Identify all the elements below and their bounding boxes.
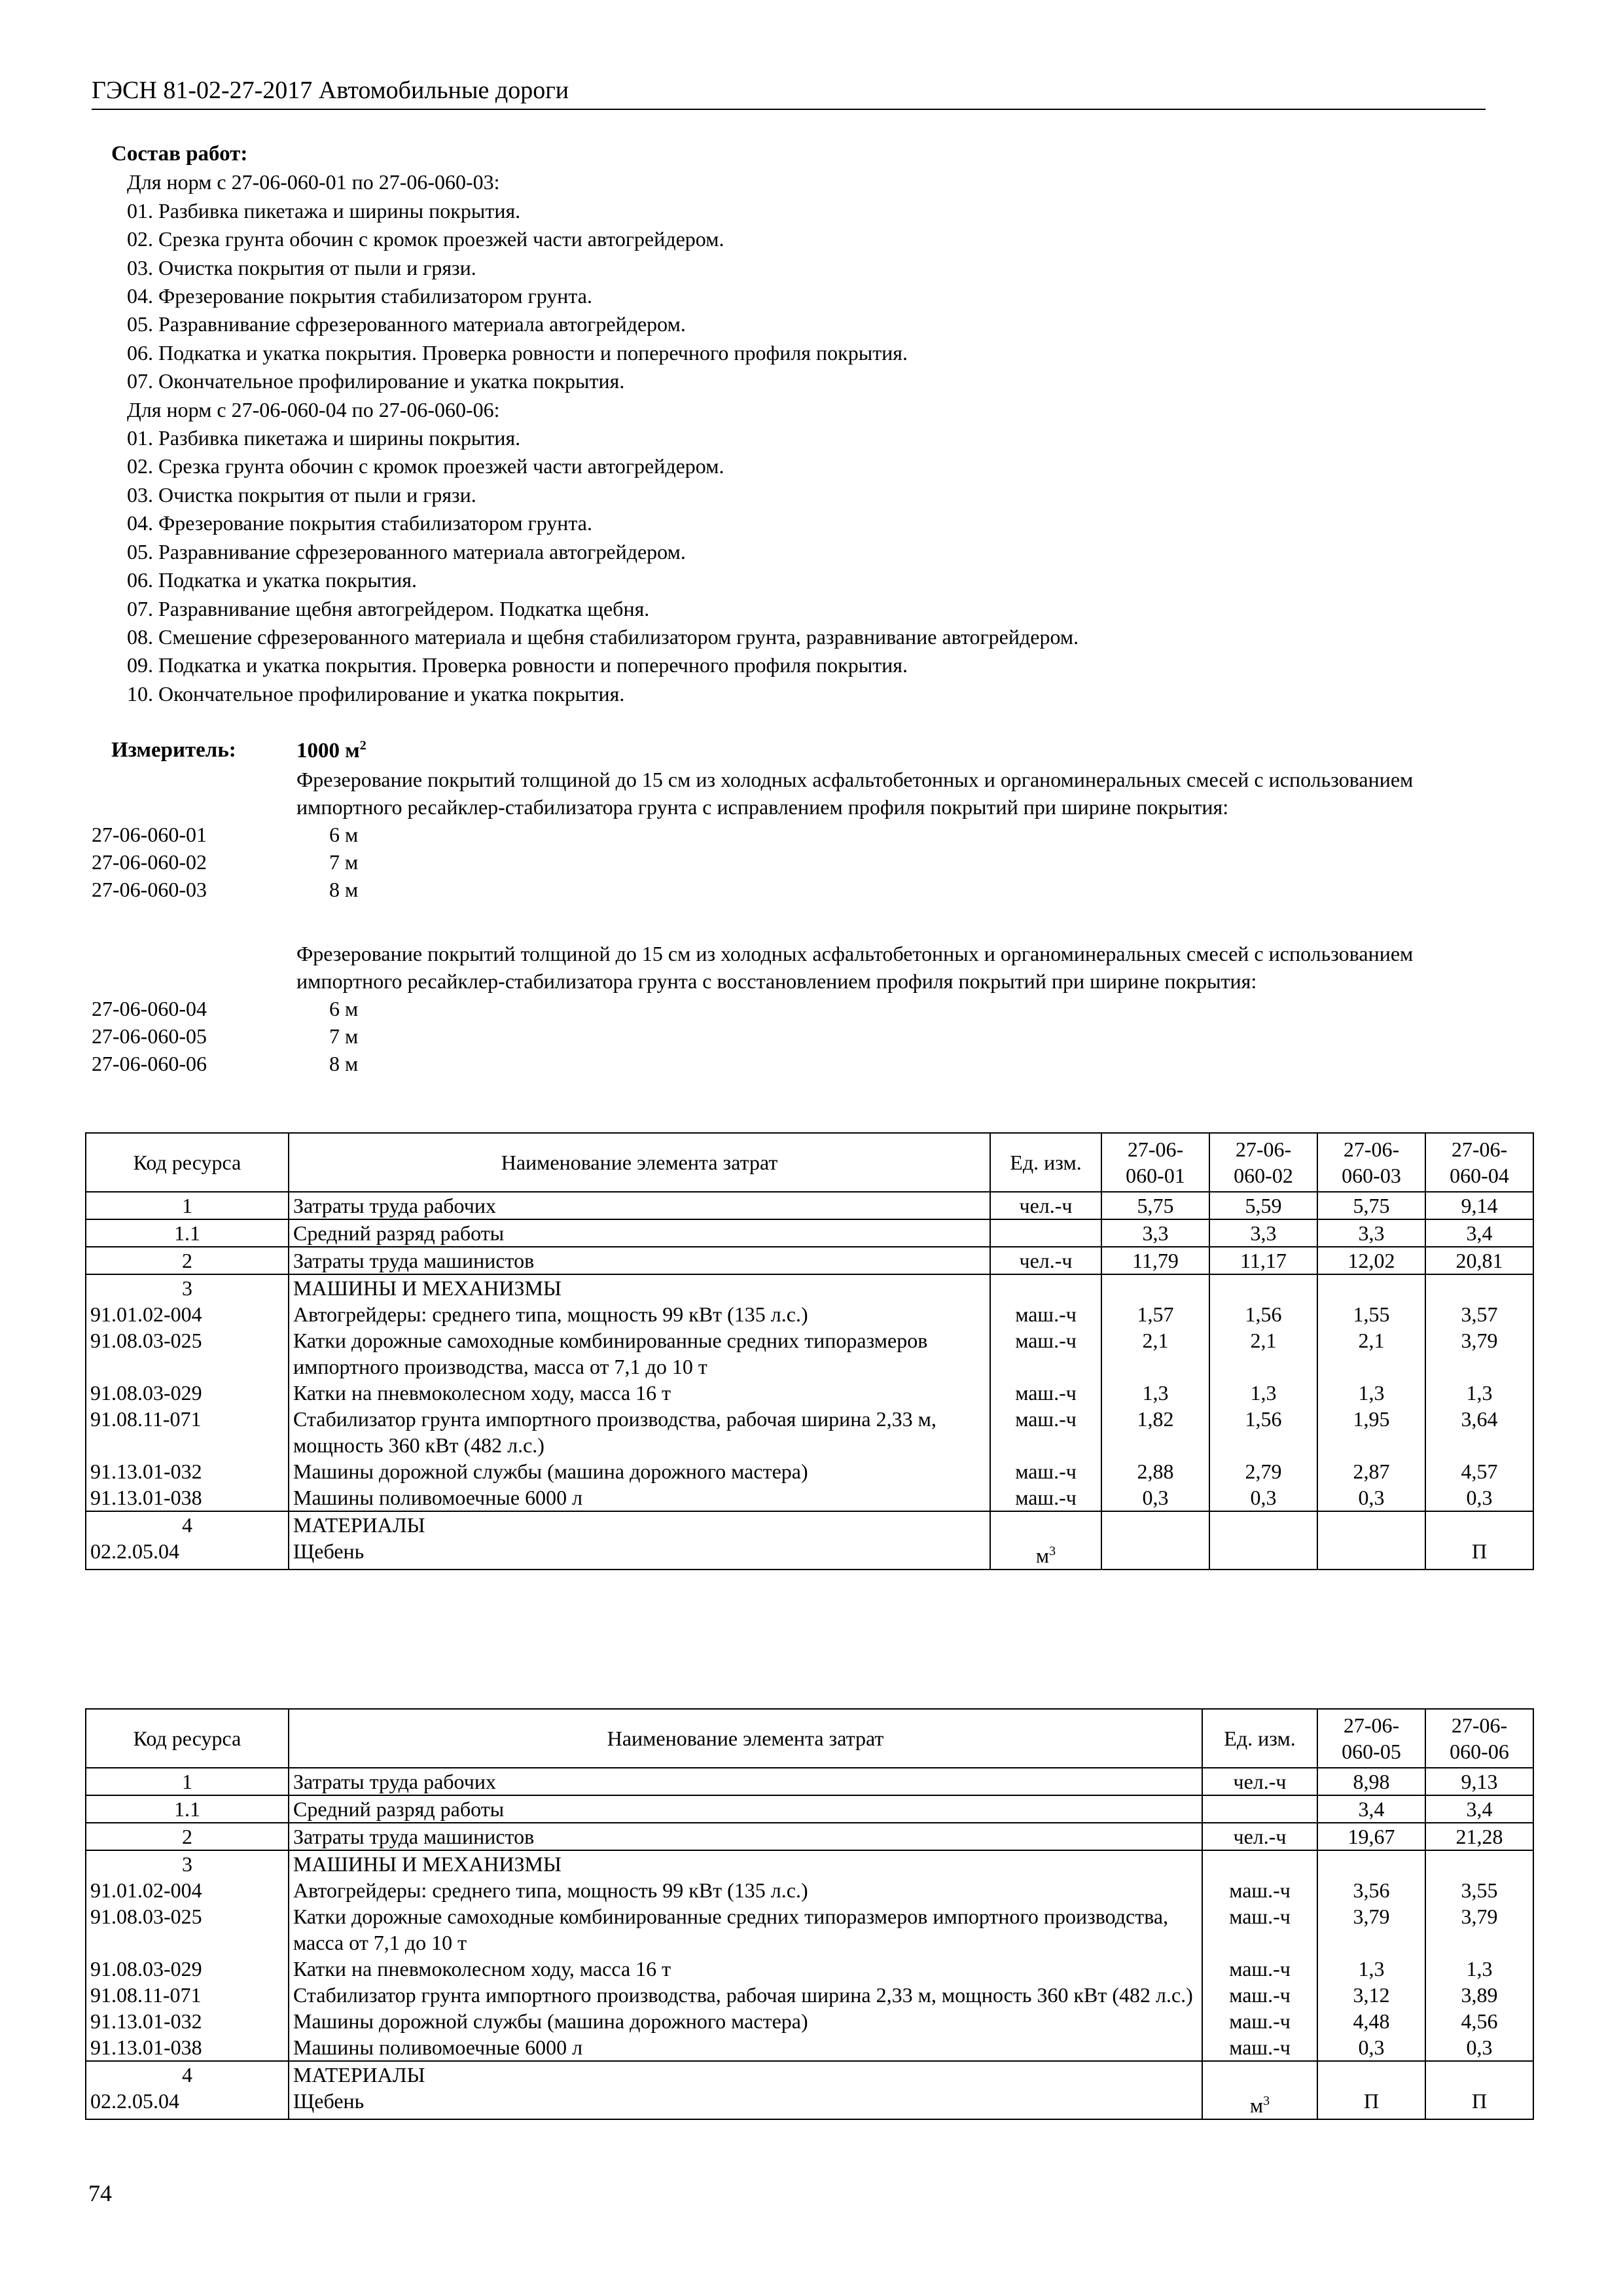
resource-name: Автогрейдеры: среднего типа, мощность 99 кВт (135 л.с.) — [289, 1877, 1202, 1903]
composition-item: 09. Подкатка и укатка покрытия. Проверка ровности и поперечного профиля покрытия. — [127, 653, 908, 677]
resource-name: Катки дорожные самоходные комбинированные средних типоразмеров импортного производства, масса от 7,1 до 10 т — [289, 1903, 1202, 1956]
resource-unit: маш.-ч — [990, 1458, 1101, 1484]
resource-name: Затраты труда рабочих — [289, 1768, 1202, 1795]
table-row — [86, 1877, 1533, 1903]
table-row — [86, 1380, 1533, 1406]
table-header-row — [86, 1709, 1533, 1768]
norm-value: 4,56 — [1425, 2008, 1533, 2034]
table-row — [86, 2088, 1533, 2119]
table-row — [86, 1795, 1533, 1823]
norm-value: 2,79 — [1209, 1458, 1317, 1484]
composition-item: 01. Разбивка пикетажа и ширины покрытия. — [127, 198, 521, 223]
resource-code: 91.08.11-071 — [86, 1982, 289, 2008]
norm-value: 0,3 — [1425, 2034, 1533, 2061]
resource-unit: $м^3$ — [1202, 2088, 1317, 2119]
resource-code: 91.01.02-004 — [86, 1301, 289, 1327]
resource-unit: чел.-ч — [1202, 1823, 1317, 1850]
resource-unit: маш.-ч — [1202, 1956, 1317, 1982]
resource-unit — [1202, 2061, 1317, 2088]
composition-item: Для норм с 27-06-060-04 по 27-06-060-06: — [127, 397, 500, 422]
header-code: Код ресурса — [86, 1133, 289, 1192]
norm-value: 20,81 — [1425, 1247, 1533, 1274]
norm-value: 1,95 — [1317, 1406, 1425, 1458]
resource-code: 02.2.05.04 — [86, 2088, 289, 2119]
norm-code: 27-06-060-05 — [92, 1024, 207, 1048]
norm-value: 3,57 — [1425, 1301, 1533, 1327]
table-row — [86, 1327, 1533, 1380]
page-number: 74 — [88, 2180, 112, 2206]
norm-value: 9,13 — [1425, 1768, 1533, 1795]
norm-value: 0,3 — [1101, 1484, 1209, 1511]
norm-value: 3,79 — [1425, 1327, 1533, 1380]
resource-code: 3 — [86, 1850, 289, 1877]
norm-value: 3,79 — [1317, 1903, 1425, 1956]
norm-width: 6 м — [329, 823, 359, 846]
norm-width: 7 м — [329, 1024, 359, 1048]
resource-table-2 — [85, 1708, 1534, 2120]
header-norm: 27-06- 060-02 — [1209, 1133, 1317, 1192]
page-header — [92, 76, 1486, 110]
resource-code: 91.08.11-071 — [86, 1406, 289, 1458]
norm-value: 2,87 — [1317, 1458, 1425, 1484]
norm-value: 0,3 — [1425, 1484, 1533, 1511]
resource-unit — [990, 1219, 1101, 1247]
resource-unit: $м^3$ — [990, 1538, 1101, 1570]
norm-group-2-description: Фрезерование покрытий толщиной до 15 см из холодных асфальтобетонных и органоминеральных смесей с использованием импортного ресайклер-стабилизатора грунта с восстановлением профиля покрытий при ширине покрытия: — [296, 942, 1414, 993]
resource-code: 1 — [86, 1192, 289, 1219]
norm-code: 27-06-060-04 — [92, 997, 207, 1020]
norm-value: 1,3 — [1101, 1380, 1209, 1406]
norm-value — [1317, 2061, 1425, 2088]
norm-value: 12,02 — [1317, 1247, 1425, 1274]
norm-value: 1,57 — [1101, 1301, 1209, 1327]
table-row — [86, 1458, 1533, 1484]
norm-value — [1101, 1511, 1209, 1538]
resource-name: Машины поливомоечные 6000 л — [289, 2034, 1202, 2061]
norm-width: 8 м — [329, 878, 359, 901]
resource-name: МАШИНЫ И МЕХАНИЗМЫ — [289, 1274, 990, 1301]
resource-name: Катки дорожные самоходные комбинированные средних типоразмеров импортного производства, масса от 7,1 до 10 т — [289, 1327, 990, 1380]
norm-value: 3,3 — [1209, 1219, 1317, 1247]
norm-value: 3,3 — [1101, 1219, 1209, 1247]
norm-row — [92, 848, 1486, 876]
resource-name: Затраты труда машинистов — [289, 1823, 1202, 1850]
header-code: Код ресурса — [86, 1709, 289, 1768]
norm-value — [1209, 1538, 1317, 1570]
composition-item: 06. Подкатка и укатка покрытия. Проверка ровности и поперечного профиля покрытия. — [127, 340, 908, 365]
resource-name: МАТЕРИАЛЫ — [289, 1511, 990, 1538]
norm-value: 1,82 — [1101, 1406, 1209, 1458]
composition-item: 02. Срезка грунта обочин с кромок проезжей части автогрейдером. — [127, 227, 724, 251]
norm-value: 3,3 — [1317, 1219, 1425, 1247]
composition-item: 05. Разравнивание сфрезерованного материала автогрейдером. — [127, 312, 686, 336]
resource-unit: маш.-ч — [990, 1327, 1101, 1380]
norm-value — [1317, 1850, 1425, 1877]
norm-value: 1,3 — [1317, 1380, 1425, 1406]
norm-group-1-rows — [92, 821, 1486, 903]
norm-value: 3,55 — [1425, 1877, 1533, 1903]
norm-value — [1317, 1511, 1425, 1538]
norm-group-2 — [92, 940, 1486, 1077]
norm-value: 21,28 — [1425, 1823, 1533, 1850]
resource-code: 4 — [86, 1511, 289, 1538]
resource-code: 1.1 — [86, 1219, 289, 1247]
table-row — [86, 1982, 1533, 2008]
header-unit: Ед. изм. — [1202, 1709, 1317, 1768]
resource-code: 3 — [86, 1274, 289, 1301]
composition-item: 03. Очистка покрытия от пыли и грязи. — [127, 482, 476, 507]
resource-unit — [990, 1274, 1101, 1301]
composition-item: Для норм с 27-06-060-01 по 27-06-060-03: — [127, 170, 500, 194]
norm-code: 27-06-060-01 — [92, 823, 207, 846]
composition-item: 06. Подкатка и укатка покрытия. — [127, 568, 417, 592]
table-row — [86, 1850, 1533, 1877]
composition-item: 01. Разбивка пикетажа и ширины покрытия. — [127, 426, 521, 450]
norm-value: 19,67 — [1317, 1823, 1425, 1850]
resource-name: Средний разряд работы — [289, 1795, 1202, 1823]
norm-value — [1101, 1538, 1209, 1570]
table-row — [86, 1956, 1533, 1982]
norm-group-1 — [92, 766, 1486, 903]
composition-item: 02. Срезка грунта обочин с кромок проезжей части автогрейдером. — [127, 454, 724, 478]
header-norm: 27-06- 060-06 — [1425, 1709, 1533, 1768]
meter-label: Измеритель: — [111, 738, 236, 762]
norm-value: П — [1425, 2088, 1533, 2119]
norm-value: 2,1 — [1101, 1327, 1209, 1380]
resource-name: Машины дорожной службы (машина дорожного мастера) — [289, 1458, 990, 1484]
header-unit: Ед. изм. — [990, 1133, 1101, 1192]
norm-row — [92, 1050, 1486, 1077]
header-norm: 27-06- 060-05 — [1317, 1709, 1425, 1768]
norm-row — [92, 876, 1486, 903]
table-row — [86, 2061, 1533, 2088]
norm-value — [1425, 2061, 1533, 2088]
norm-value: 8,98 — [1317, 1768, 1425, 1795]
table-row — [86, 1301, 1533, 1327]
document-title: ГЭСН 81-02-27-2017 Автомобильные дороги — [92, 77, 569, 104]
norm-row — [92, 821, 1486, 848]
resource-name: Катки на пневмоколесном ходу, масса 16 т — [289, 1380, 990, 1406]
resource-unit: маш.-ч — [990, 1406, 1101, 1458]
norm-value: 9,14 — [1425, 1192, 1533, 1219]
norm-code: 27-06-060-02 — [92, 850, 207, 874]
composition-item: 03. Очистка покрытия от пыли и грязи. — [127, 255, 476, 279]
norm-code: 27-06-060-06 — [92, 1052, 207, 1075]
composition-item: 04. Фрезерование покрытия стабилизатором грунта. — [127, 284, 592, 308]
resource-unit: маш.-ч — [990, 1484, 1101, 1511]
table-row — [86, 1274, 1533, 1301]
resource-name: Автогрейдеры: среднего типа, мощность 99 кВт (135 л.с.) — [289, 1301, 990, 1327]
header-norm: 27-06- 060-03 — [1317, 1133, 1425, 1192]
norm-value: 0,3 — [1317, 1484, 1425, 1511]
norm-row — [92, 1022, 1486, 1050]
resource-unit: чел.-ч — [990, 1192, 1101, 1219]
norm-value — [1317, 1274, 1425, 1301]
table-header-row — [86, 1133, 1533, 1192]
composition-list — [111, 168, 1486, 708]
norm-value: 0,3 — [1317, 2034, 1425, 2061]
norm-value: 5,75 — [1317, 1192, 1425, 1219]
composition-item: 10. Окончательное профилирование и укатка покрытия. — [127, 681, 625, 706]
composition-item: 07. Разравнивание щебня автогрейдером. Подкатка щебня. — [127, 596, 650, 620]
norm-value: 3,79 — [1425, 1903, 1533, 1956]
resource-code: 91.08.03-029 — [86, 1956, 289, 1982]
work-composition — [111, 140, 1486, 708]
table-row — [86, 1823, 1533, 1850]
resource-unit: маш.-ч — [1202, 1982, 1317, 2008]
resource-unit: маш.-ч — [990, 1380, 1101, 1406]
resource-unit — [1202, 1850, 1317, 1877]
header-name: Наименование элемента затрат — [289, 1709, 1202, 1768]
resource-name: Затраты труда машинистов — [289, 1247, 990, 1274]
composition-item: 04. Фрезерование покрытия стабилизатором грунта. — [127, 511, 592, 535]
composition-title: Состав работ: — [111, 142, 248, 166]
norm-value: 3,64 — [1425, 1406, 1533, 1458]
norm-value: 1,3 — [1425, 1956, 1533, 1982]
norm-width: 8 м — [329, 1052, 359, 1075]
norm-value: 2,88 — [1101, 1458, 1209, 1484]
norm-group-2-rows — [92, 995, 1486, 1077]
resource-unit: чел.-ч — [990, 1247, 1101, 1274]
resource-code: 02.2.05.04 — [86, 1538, 289, 1570]
norm-width: 6 м — [329, 997, 359, 1020]
norm-value: 3,89 — [1425, 1982, 1533, 2008]
composition-item: 08. Смешение сфрезерованного материала и щебня стабилизатором грунта, разравнивание автогрейдером. — [127, 624, 1079, 649]
resource-name: Средний разряд работы — [289, 1219, 990, 1247]
resource-code: 91.13.01-032 — [86, 1458, 289, 1484]
norm-value: 1,56 — [1209, 1406, 1317, 1458]
meter-unit-exponent: 2 — [359, 738, 366, 753]
norm-value: 3,4 — [1317, 1795, 1425, 1823]
norm-value: П — [1425, 1538, 1533, 1570]
composition-item: 05. Разравнивание сфрезерованного материала автогрейдером. — [127, 539, 686, 564]
table-row — [86, 1903, 1533, 1956]
norm-value — [1317, 1538, 1425, 1570]
norm-value — [1101, 1274, 1209, 1301]
norm-width: 7 м — [329, 850, 359, 874]
resource-unit: маш.-ч — [1202, 2008, 1317, 2034]
norm-value — [1425, 1511, 1533, 1538]
table-row — [86, 1406, 1533, 1458]
norm-value: 2,1 — [1317, 1327, 1425, 1380]
norm-value: 1,3 — [1317, 1956, 1425, 1982]
resource-code: 91.13.01-038 — [86, 1484, 289, 1511]
resource-name: Щебень — [289, 2088, 1202, 2119]
resource-code: 1.1 — [86, 1795, 289, 1823]
table-row — [86, 1511, 1533, 1538]
header-name: Наименование элемента затрат — [289, 1133, 990, 1192]
resource-code: 4 — [86, 2061, 289, 2088]
resource-unit: маш.-ч — [1202, 1903, 1317, 1956]
norm-value: 5,75 — [1101, 1192, 1209, 1219]
norm-value: 3,4 — [1425, 1219, 1533, 1247]
composition-item: 07. Окончательное профилирование и укатка покрытия. — [127, 369, 625, 393]
norm-value: 1,56 — [1209, 1301, 1317, 1327]
norm-value: 3,4 — [1425, 1795, 1533, 1823]
norm-value — [1209, 1274, 1317, 1301]
norm-group-1-description: Фрезерование покрытий толщиной до 15 см из холодных асфальтобетонных и органоминеральных смесей с использованием импортного ресайклер-стабилизатора грунта с исправлением профиля покрытий при ширине покрытия: — [296, 768, 1414, 819]
resource-unit — [1202, 1795, 1317, 1823]
resource-code: 91.01.02-004 — [86, 1877, 289, 1903]
norm-value — [1425, 1850, 1533, 1877]
table-row — [86, 1192, 1533, 1219]
norm-value: 4,57 — [1425, 1458, 1533, 1484]
norm-value — [1425, 1274, 1533, 1301]
meter-unit — [296, 738, 366, 763]
resource-name: МАШИНЫ И МЕХАНИЗМЫ — [289, 1850, 1202, 1877]
resource-name: Щебень — [289, 1538, 990, 1570]
resource-unit: маш.-ч — [1202, 2034, 1317, 2061]
resource-name: МАТЕРИАЛЫ — [289, 2061, 1202, 2088]
resource-code: 1 — [86, 1768, 289, 1795]
resource-unit: маш.-ч — [1202, 1877, 1317, 1903]
resource-name: Катки на пневмоколесном ходу, масса 16 т — [289, 1956, 1202, 1982]
norm-value: 11,17 — [1209, 1247, 1317, 1274]
norm-code: 27-06-060-03 — [92, 878, 207, 901]
norm-value: 1,3 — [1209, 1380, 1317, 1406]
resource-code: 91.08.03-029 — [86, 1380, 289, 1406]
table-row — [86, 1768, 1533, 1795]
resource-code: 91.08.03-025 — [86, 1327, 289, 1380]
norm-row — [92, 995, 1486, 1022]
header-norm: 27-06- 060-01 — [1101, 1133, 1209, 1192]
resource-code: 91.13.01-032 — [86, 2008, 289, 2034]
norm-value — [1209, 1511, 1317, 1538]
resource-code: 91.13.01-038 — [86, 2034, 289, 2061]
norm-value: 1,3 — [1425, 1380, 1533, 1406]
norm-value: 5,59 — [1209, 1192, 1317, 1219]
norm-value: 11,79 — [1101, 1247, 1209, 1274]
table-row — [86, 2034, 1533, 2061]
resource-name: Машины дорожной службы (машина дорожного мастера) — [289, 2008, 1202, 2034]
norm-value: 4,48 — [1317, 2008, 1425, 2034]
resource-name: Машины поливомоечные 6000 л — [289, 1484, 990, 1511]
resource-unit — [990, 1511, 1101, 1538]
norm-value: П — [1317, 2088, 1425, 2119]
resource-table-1 — [85, 1132, 1534, 1570]
norm-value: 2,1 — [1209, 1327, 1317, 1380]
resource-code: 2 — [86, 1823, 289, 1850]
resource-code: 2 — [86, 1247, 289, 1274]
resource-code: 91.08.03-025 — [86, 1903, 289, 1956]
resource-name: Затраты труда рабочих — [289, 1192, 990, 1219]
resource-unit: чел.-ч — [1202, 1768, 1317, 1795]
norm-value: 3,12 — [1317, 1982, 1425, 2008]
table-row — [86, 2008, 1533, 2034]
header-norm: 27-06- 060-04 — [1425, 1133, 1533, 1192]
norm-value: 1,55 — [1317, 1301, 1425, 1327]
table-row — [86, 1484, 1533, 1511]
table-row — [86, 1538, 1533, 1570]
norm-value: 3,56 — [1317, 1877, 1425, 1903]
resource-name: Стабилизатор грунта импортного производства, рабочая ширина 2,33 м, мощность 360 кВт (482 л.с.) — [289, 1982, 1202, 2008]
resource-name: Стабилизатор грунта импортного производства, рабочая ширина 2,33 м, мощность 360 кВт (482 л.с.) — [289, 1406, 990, 1458]
meter-unit-value: 1000 м — [296, 739, 360, 762]
table-row — [86, 1247, 1533, 1274]
norm-value: 0,3 — [1209, 1484, 1317, 1511]
table-row — [86, 1219, 1533, 1247]
resource-unit: маш.-ч — [990, 1301, 1101, 1327]
